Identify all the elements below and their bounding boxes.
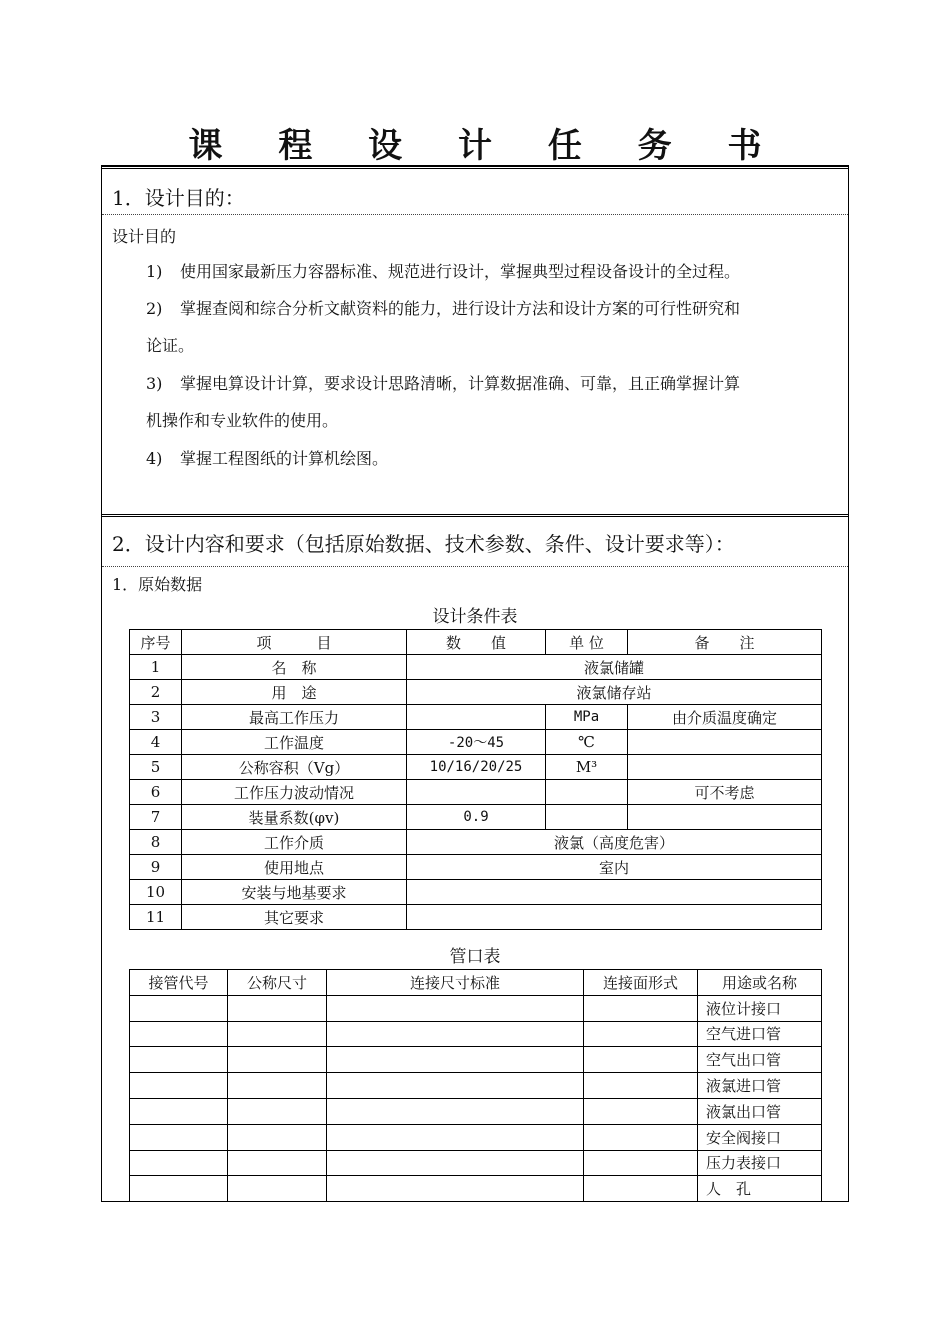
table-row: [130, 1124, 822, 1150]
table1-caption: 设计条件表: [432, 607, 518, 627]
goal-item-3: [146, 365, 842, 402]
table-row: [130, 1150, 822, 1176]
header-cell: 单 位: [546, 630, 628, 655]
goal-text: 使用国家最新压力容器标准、规范进行设计，掌握典型过程设备设计的全过程。: [180, 262, 741, 281]
nozzle-use: 安全阀接口: [698, 1124, 822, 1150]
item-unit: [546, 780, 628, 805]
item-unit: MPa: [546, 705, 628, 730]
goal-text: 掌握电算设计计算，要求设计思路清晰，计算数据准确、可靠，且正确掌握计算: [180, 374, 741, 393]
goal-number: 3): [146, 374, 163, 393]
header-cell: 公称尺寸: [228, 970, 327, 996]
goal-number: 1): [146, 262, 163, 281]
item-name: 工作压力波动情况: [182, 780, 407, 805]
section-separator: [102, 514, 848, 517]
table-row: [130, 1176, 822, 1202]
table-row: [130, 855, 822, 880]
goal-text: 掌握查阅和综合分析文献资料的能力，进行设计方法和设计方案的可行性研究和: [180, 299, 741, 318]
table-header-row: [130, 630, 822, 655]
empty-cell: [228, 1150, 327, 1176]
row-index: 4: [130, 730, 182, 755]
empty-cell: [584, 1047, 698, 1073]
document-title: 课 程 设 计 任 务 书: [188, 126, 784, 166]
header-cell: 备 注: [628, 630, 822, 655]
empty-cell: [228, 1176, 327, 1202]
empty-cell: [327, 1073, 584, 1099]
goal-number: 2): [146, 299, 163, 318]
row-index: 11: [130, 905, 182, 930]
item-note: 由介质温度确定: [628, 705, 822, 730]
empty-cell: [228, 1124, 327, 1150]
empty-cell: [327, 1098, 584, 1124]
empty-cell: [130, 1047, 228, 1073]
empty-cell: [327, 1021, 584, 1047]
empty-cell: [327, 1124, 584, 1150]
row-index: 3: [130, 705, 182, 730]
header-cell: 数 值: [407, 630, 546, 655]
table-row: [130, 655, 822, 680]
table-header-row: [130, 970, 822, 996]
nozzle-use: 空气进口管: [698, 1021, 822, 1047]
design-conditions-table: [129, 629, 822, 930]
item-note: [628, 755, 822, 780]
item-note: [628, 730, 822, 755]
table-row: [130, 830, 822, 855]
table-row: [130, 755, 822, 780]
section1-heading: 1．设计目的：: [112, 186, 245, 210]
empty-cell: [130, 1021, 228, 1047]
goal-number: 4): [146, 449, 163, 468]
empty-cell: [584, 1176, 698, 1202]
item-value: 10/16/20/25: [407, 755, 546, 780]
item-value: 液氯（高度危害）: [407, 830, 822, 855]
table-row: [130, 1073, 822, 1099]
empty-cell: [130, 1098, 228, 1124]
goal-item-4: [146, 440, 842, 477]
item-value: [407, 880, 822, 905]
goal-item-3-cont: 机操作和专业软件的使用。: [146, 411, 339, 430]
row-index: 7: [130, 805, 182, 830]
table-row: [130, 730, 822, 755]
nozzle-use: 液位计接口: [698, 995, 822, 1021]
empty-cell: [584, 995, 698, 1021]
item-name: 用 途: [182, 680, 407, 705]
header-cell: 连接尺寸标准: [327, 970, 584, 996]
empty-cell: [584, 1150, 698, 1176]
header-cell: 项 目: [182, 630, 407, 655]
nozzle-table: [129, 969, 822, 1202]
empty-cell: [130, 995, 228, 1021]
item-name: 名 称: [182, 655, 407, 680]
section1-divider: [102, 214, 848, 215]
empty-cell: [228, 1073, 327, 1099]
item-value: 室内: [407, 855, 822, 880]
table-row: [130, 780, 822, 805]
table-row: [130, 1047, 822, 1073]
item-unit: M³: [546, 755, 628, 780]
row-index: 1: [130, 655, 182, 680]
section2-heading: 2．设计内容和要求（包括原始数据、技术参数、条件、设计要求等）：: [112, 532, 735, 556]
item-name: 工作温度: [182, 730, 407, 755]
empty-cell: [228, 1098, 327, 1124]
empty-cell: [130, 1150, 228, 1176]
row-index: 9: [130, 855, 182, 880]
item-name: 装量系数(φv): [182, 805, 407, 830]
empty-cell: [584, 1098, 698, 1124]
header-cell: 序号: [130, 630, 182, 655]
nozzle-use: 人 孔: [698, 1176, 822, 1202]
item-note: 可不考虑: [628, 780, 822, 805]
table-row: [130, 1098, 822, 1124]
row-index: 10: [130, 880, 182, 905]
nozzle-use: 空气出口管: [698, 1047, 822, 1073]
header-cell: 连接面形式: [584, 970, 698, 996]
table-row: [130, 705, 822, 730]
goal-text: 掌握工程图纸的计算机绘图。: [180, 449, 389, 468]
item-name: 工作介质: [182, 830, 407, 855]
nozzle-use: 液氯出口管: [698, 1098, 822, 1124]
row-index: 6: [130, 780, 182, 805]
table-row: [130, 905, 822, 930]
task-frame: [101, 165, 849, 1202]
empty-cell: [130, 1176, 228, 1202]
item-unit: [546, 805, 628, 830]
item-value: [407, 905, 822, 930]
section2-subheading: 1．原始数据: [112, 575, 203, 594]
empty-cell: [584, 1073, 698, 1099]
empty-cell: [584, 1124, 698, 1150]
item-name: 安装与地基要求: [182, 880, 407, 905]
header-cell: 接管代号: [130, 970, 228, 996]
table-row: [130, 805, 822, 830]
empty-cell: [327, 1047, 584, 1073]
top-double-rule: [102, 166, 848, 169]
section1-intro: 设计目的: [112, 227, 177, 246]
item-value: 液氯储罐: [407, 655, 822, 680]
goal-item-2-cont: 论证。: [146, 336, 195, 355]
empty-cell: [228, 995, 327, 1021]
table-row: [130, 995, 822, 1021]
nozzle-use: 压力表接口: [698, 1150, 822, 1176]
table2-caption: 管口表: [449, 947, 501, 967]
item-value: 液氯储存站: [407, 680, 822, 705]
nozzle-use: 液氯进口管: [698, 1073, 822, 1099]
row-index: 5: [130, 755, 182, 780]
empty-cell: [130, 1073, 228, 1099]
empty-cell: [327, 995, 584, 1021]
table-row: [130, 880, 822, 905]
empty-cell: [228, 1047, 327, 1073]
row-index: 2: [130, 680, 182, 705]
item-value: [407, 780, 546, 805]
item-value: [407, 705, 546, 730]
empty-cell: [327, 1176, 584, 1202]
item-name: 使用地点: [182, 855, 407, 880]
header-cell: 用途或名称: [698, 970, 822, 996]
item-name: 其它要求: [182, 905, 407, 930]
item-name: 最高工作压力: [182, 705, 407, 730]
item-note: [628, 805, 822, 830]
row-index: 8: [130, 830, 182, 855]
item-name: 公称容积（Vg）: [182, 755, 407, 780]
goal-item-1: [146, 253, 842, 290]
empty-cell: [228, 1021, 327, 1047]
item-value: -20～45: [407, 730, 546, 755]
empty-cell: [327, 1150, 584, 1176]
table-row: [130, 1021, 822, 1047]
item-unit: ℃: [546, 730, 628, 755]
goal-item-2: [146, 290, 842, 327]
empty-cell: [584, 1021, 698, 1047]
table-row: [130, 680, 822, 705]
item-value: 0.9: [407, 805, 546, 830]
section2-divider: [102, 566, 848, 567]
empty-cell: [130, 1124, 228, 1150]
